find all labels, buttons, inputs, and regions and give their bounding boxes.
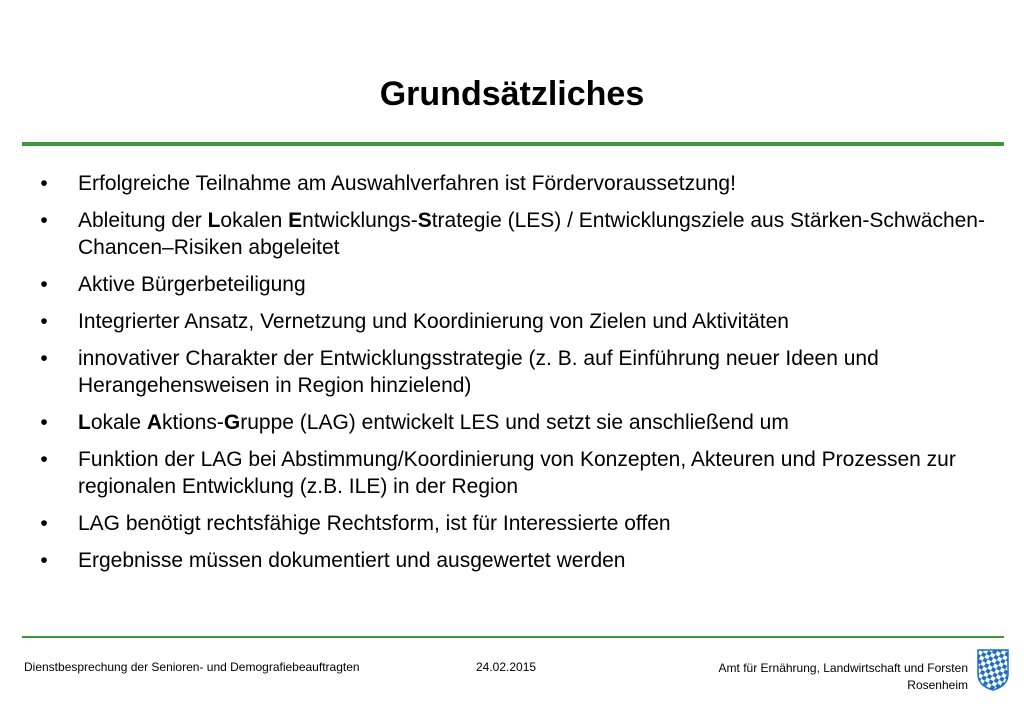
bullet-text: LAG benötigt rechtsfähige Rechtsform, ist für Interessierte offen bbox=[78, 512, 671, 535]
bullet-dot: • bbox=[40, 448, 48, 471]
bullet-emphasis: E bbox=[288, 209, 303, 232]
bullet-text: Ergebnisse müssen dokumentiert und ausgewertet werden bbox=[78, 549, 626, 572]
footer-date: 24.02.2015 bbox=[476, 660, 537, 674]
footer-organization-line2: Rosenheim bbox=[907, 678, 968, 692]
title-divider bbox=[22, 142, 1004, 146]
bullet-text: Funktion der LAG bei Abstimmung/Koordinierung von Konzepten, Akteuren und Prozessen zur regionalen Entwicklung (z.B. ILE) in der Region bbox=[78, 448, 956, 498]
bullet-item bbox=[34, 308, 994, 335]
bullet-text: ktions- bbox=[162, 411, 224, 434]
bullet-text: okalen bbox=[220, 209, 289, 232]
bullet-item bbox=[34, 547, 994, 574]
bullet-dot: • bbox=[40, 310, 48, 333]
bullet-item bbox=[34, 271, 994, 298]
bullet-text: okale bbox=[90, 411, 147, 434]
bullet-text: ruppe (LAG) entwickelt LES und setzt sie anschließend um bbox=[240, 411, 789, 434]
bullet-text: ntwicklungs- bbox=[302, 209, 418, 232]
bullet-dot: • bbox=[40, 411, 48, 434]
footer-organization bbox=[719, 660, 968, 694]
bullet-dot: • bbox=[40, 549, 48, 572]
bullet-dot: • bbox=[40, 209, 48, 232]
bullet-text: trategie (LES) / Entwicklungsziele aus Stärken-Schwächen-Chancen–Risiken abgeleitet bbox=[78, 209, 985, 259]
slide-title: Grundsätzliches bbox=[379, 75, 645, 113]
bullet-dot: • bbox=[40, 172, 48, 195]
bullet-emphasis: G bbox=[223, 411, 241, 434]
bullet-emphasis: L bbox=[207, 209, 221, 232]
bullet-text: innovativer Charakter der Entwicklungsstrategie (z. B. auf Einführung neuer Ideen und Herangehensweisen in Region hinzielend) bbox=[78, 347, 879, 397]
bullet-text: Ableitung der bbox=[78, 209, 208, 232]
bullet-item bbox=[34, 345, 994, 399]
bullet-dot: • bbox=[40, 347, 48, 370]
bullet-text: Aktive Bürgerbeteiligung bbox=[78, 273, 306, 296]
bullet-emphasis: S bbox=[417, 209, 432, 232]
bullet-item bbox=[34, 207, 994, 261]
bullet-dot: • bbox=[40, 273, 48, 296]
bavarian-lozenge-emblem-icon bbox=[976, 648, 1010, 692]
bullet-emphasis: L bbox=[78, 411, 91, 434]
bullet-item bbox=[34, 510, 994, 537]
footer-divider bbox=[22, 636, 1004, 638]
bullet-dot: • bbox=[40, 512, 48, 535]
bullet-item bbox=[34, 409, 994, 436]
footer-organization-line1: Amt für Ernährung, Landwirtschaft und Forsten bbox=[718, 661, 968, 675]
bullet-list bbox=[34, 170, 994, 584]
bullet-item bbox=[34, 446, 994, 500]
bullet-text: Erfolgreiche Teilnahme am Auswahlverfahren ist Fördervoraussetzung! bbox=[78, 172, 736, 195]
bullet-item bbox=[34, 170, 994, 197]
footer-event-title: Dienstbesprechung der Senioren- und Demografiebeauftragten bbox=[24, 660, 360, 674]
bullet-text: Integrierter Ansatz, Vernetzung und Koordinierung von Zielen und Aktivitäten bbox=[78, 310, 789, 333]
bullet-emphasis: A bbox=[146, 411, 163, 434]
